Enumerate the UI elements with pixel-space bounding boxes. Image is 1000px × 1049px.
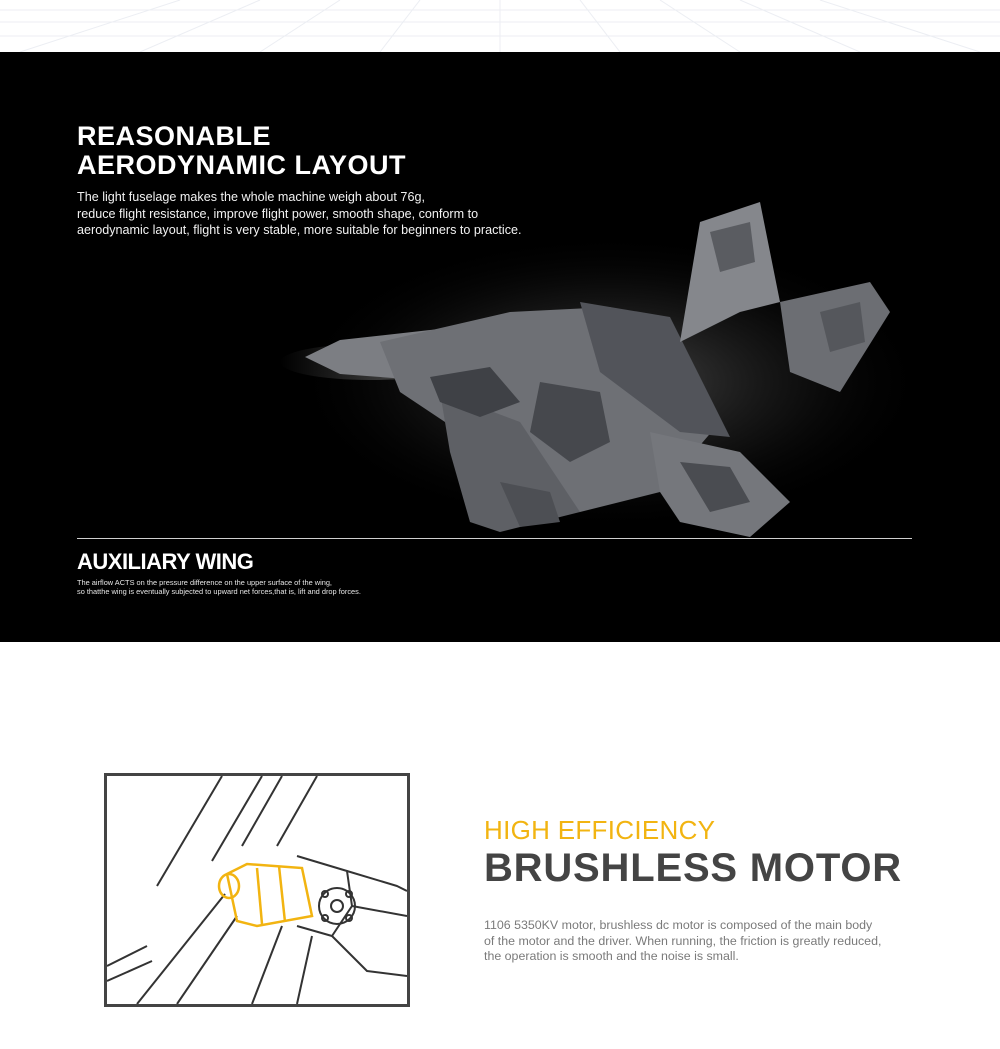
aerodynamic-description-line-1: The light fuselage makes the whole machine weigh about 76g, [77,190,425,204]
auxiliary-wing-heading: AUXILIARY WING [77,549,254,574]
motor-kicker: HIGH EFFICIENCY [484,815,716,845]
motor-description-line-1: 1106 5350KV motor, brushless dc motor is composed of the main body [484,918,873,932]
jet-airplane-image [280,192,930,572]
aerodynamic-description-line-3: aerodynamic layout, flight is very stable, more suitable for beginners to practice. [77,223,522,237]
motor-line-drawing [107,776,407,1004]
motor-description [484,918,944,965]
section-divider [77,538,912,539]
auxiliary-wing-description-line-2: so thatthe wing is eventually subjected to upward net forces,that is, lift and drop forces. [77,587,361,597]
aerodynamic-heading-line-2: AERODYNAMIC LAYOUT [77,150,407,180]
top-grid-decoration [0,0,1000,52]
motor-description-line-2: of the motor and the driver. When running, the friction is greatly reduced, [484,933,882,948]
aerodynamic-section [0,52,1000,642]
auxiliary-wing-description [77,578,497,596]
aerodynamic-description-line-2: reduce flight resistance, improve flight power, smooth shape, conform to [77,206,479,221]
aerodynamic-description [77,189,597,239]
aerodynamic-heading [77,122,577,180]
motor-illustration-frame [104,773,410,1007]
motor-description-line-3: the operation is smooth and the noise is small. [484,949,739,964]
aerodynamic-heading-line-1: REASONABLE [77,121,272,151]
auxiliary-wing-description-line-1: The airflow ACTS on the pressure difference on the upper surface of the wing, [77,578,332,587]
motor-heading: BRUSHLESS MOTOR [484,846,902,890]
